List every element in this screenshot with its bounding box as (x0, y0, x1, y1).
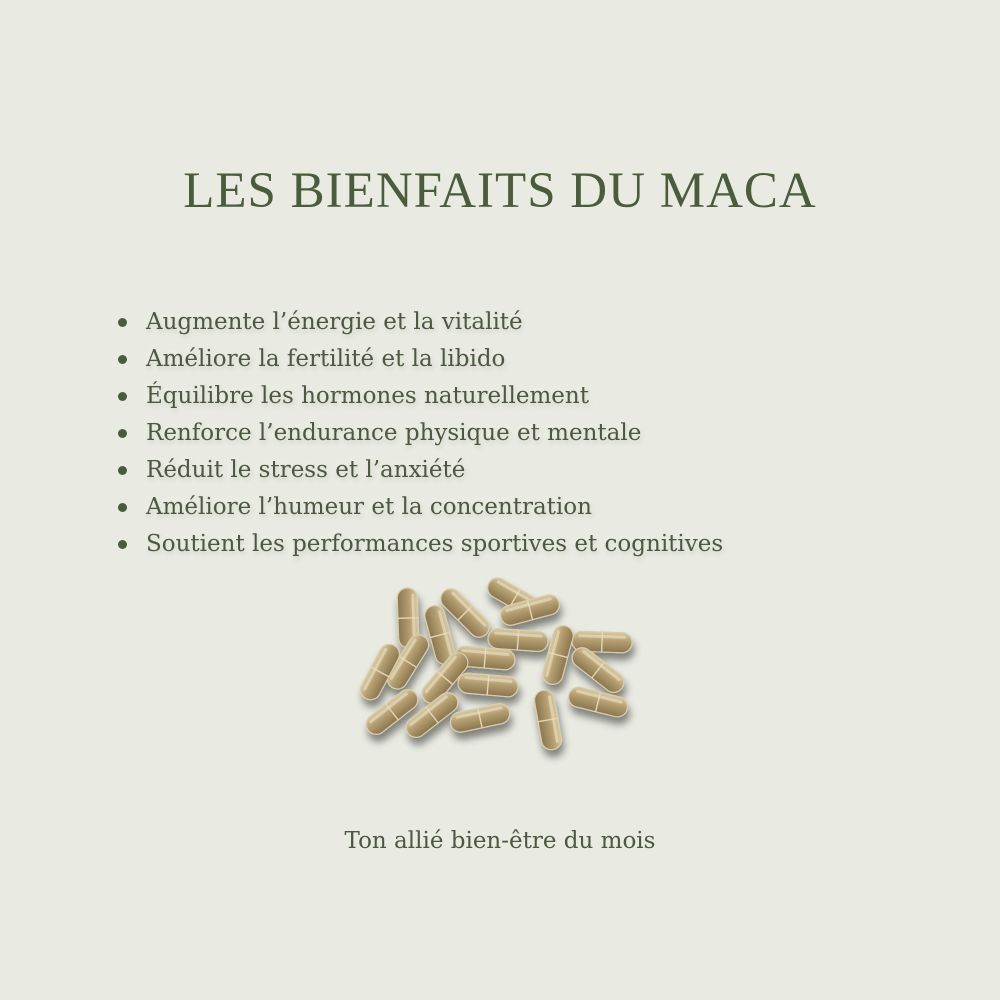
bullet-icon (118, 355, 127, 364)
benefits-list (118, 304, 723, 563)
benefit-text: Réduit le stress et l’anxiété (146, 457, 466, 483)
list-item (118, 341, 723, 378)
benefit-text: Améliore la fertilité et la libido (146, 346, 506, 372)
benefit-text: Équilibre les hormones naturellement (146, 383, 589, 409)
benefit-text: Renforce l’endurance physique et mentale (146, 420, 642, 446)
list-item (118, 304, 723, 341)
list-item (118, 415, 723, 452)
page-title: LES BIENFAITS DU MACA (183, 163, 817, 219)
bullet-icon (118, 540, 127, 549)
list-item (118, 489, 723, 526)
bullet-icon (118, 466, 127, 475)
benefit-text: Améliore l’humeur et la concentration (146, 494, 592, 520)
list-item (118, 452, 723, 489)
tagline: Ton allié bien-être du mois (344, 828, 656, 854)
list-item (118, 378, 723, 415)
list-item (118, 526, 723, 563)
bullet-icon (118, 318, 127, 327)
bullet-icon (118, 429, 127, 438)
benefit-text: Augmente l’énergie et la vitalité (146, 309, 523, 335)
bullet-icon (118, 392, 127, 401)
bullet-icon (118, 503, 127, 512)
benefit-text: Soutient les performances sportives et cognitives (146, 531, 724, 557)
capsules-image (340, 570, 660, 780)
